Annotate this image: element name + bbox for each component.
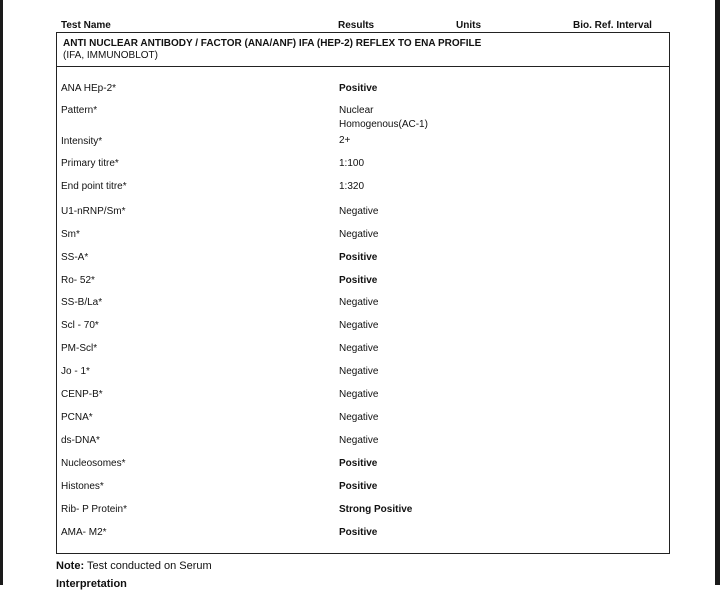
- result-row: [57, 481, 669, 495]
- result-row: [57, 181, 669, 195]
- test-name: AMA- M2*: [61, 527, 107, 538]
- test-result: Negative: [339, 435, 379, 446]
- result-row: [57, 320, 669, 334]
- test-name: Scl - 70*: [61, 320, 99, 331]
- test-result: 2+: [339, 135, 351, 146]
- result-row: [57, 206, 669, 220]
- test-result: Positive: [339, 275, 378, 286]
- result-row: [57, 504, 669, 518]
- left-page-edge: [0, 0, 3, 585]
- result-row: [57, 389, 669, 403]
- header-test-name: Test Name: [61, 20, 111, 31]
- test-result: Negative: [339, 389, 379, 400]
- result-row: [57, 435, 669, 449]
- right-page-edge: [715, 0, 720, 585]
- specimen-note: [56, 560, 212, 572]
- test-result: Positive: [339, 481, 378, 492]
- test-result: 1:100: [339, 158, 365, 169]
- result-row: [57, 412, 669, 426]
- test-result: 1:320: [339, 181, 365, 192]
- header-ref-interval: Bio. Ref. Interval: [573, 20, 652, 31]
- test-result: Negative: [339, 229, 379, 240]
- test-result: Negative: [339, 412, 379, 423]
- test-result: Nuclear: [339, 105, 374, 116]
- interpretation-heading: Interpretation: [56, 578, 127, 590]
- test-name: Histones*: [61, 481, 104, 492]
- results-panel: [56, 32, 670, 554]
- test-name: Nucleosomes*: [61, 458, 126, 469]
- result-row: [57, 136, 669, 150]
- test-name: Pattern*: [61, 105, 98, 116]
- result-row: [57, 275, 669, 289]
- test-name: PCNA*: [61, 412, 93, 423]
- test-result: Positive: [339, 252, 378, 263]
- result-row: [57, 343, 669, 357]
- test-result: Negative: [339, 343, 379, 354]
- header-results: Results: [338, 20, 375, 31]
- test-result: Negative: [339, 206, 379, 217]
- test-name: Primary titre*: [61, 158, 119, 169]
- test-result: Strong Positive: [339, 504, 413, 515]
- test-name: CENP-B*: [61, 389, 103, 400]
- test-name: ANA HEp-2*: [61, 83, 117, 94]
- result-row: [57, 105, 669, 133]
- panel-divider: [57, 66, 669, 67]
- panel-title: ANTI NUCLEAR ANTIBODY / FACTOR (ANA/ANF) IFA (HEP-2) REFLEX TO ENA PROFILE: [63, 38, 482, 49]
- test-name: Jo - 1*: [61, 366, 90, 377]
- test-name: U1-nRNP/Sm*: [61, 206, 126, 217]
- test-name: Rib- P Protein*: [61, 504, 127, 515]
- test-name: SS-B/La*: [61, 297, 103, 308]
- test-name: Sm*: [61, 229, 80, 240]
- panel-method: (IFA, IMMUNOBLOT): [63, 50, 158, 61]
- test-name: SS-A*: [61, 252, 89, 263]
- test-result: Positive: [339, 527, 378, 538]
- note-text: Test conducted on Serum: [86, 560, 212, 572]
- test-name: Ro- 52*: [61, 275, 95, 286]
- test-result: Negative: [339, 320, 379, 331]
- result-row: [57, 458, 669, 472]
- result-row: [57, 297, 669, 311]
- test-name: PM-Scl*: [61, 343, 98, 354]
- test-name: ds-DNA*: [61, 435, 100, 446]
- result-row: [57, 158, 669, 172]
- header-units: Units: [456, 20, 481, 31]
- note-label: Note:: [56, 560, 85, 572]
- test-result: Negative: [339, 297, 379, 308]
- result-row: [57, 366, 669, 380]
- result-row: [57, 229, 669, 243]
- test-name: Intensity*: [61, 136, 103, 147]
- result-row: [57, 252, 669, 266]
- result-row: [57, 83, 669, 97]
- test-name: End point titre*: [61, 181, 127, 192]
- test-result: Positive: [339, 458, 378, 469]
- result-row: [57, 527, 669, 541]
- test-result: Negative: [339, 366, 379, 377]
- test-result-line2: Homogenous(AC-1): [339, 119, 428, 130]
- test-result: Positive: [339, 83, 378, 94]
